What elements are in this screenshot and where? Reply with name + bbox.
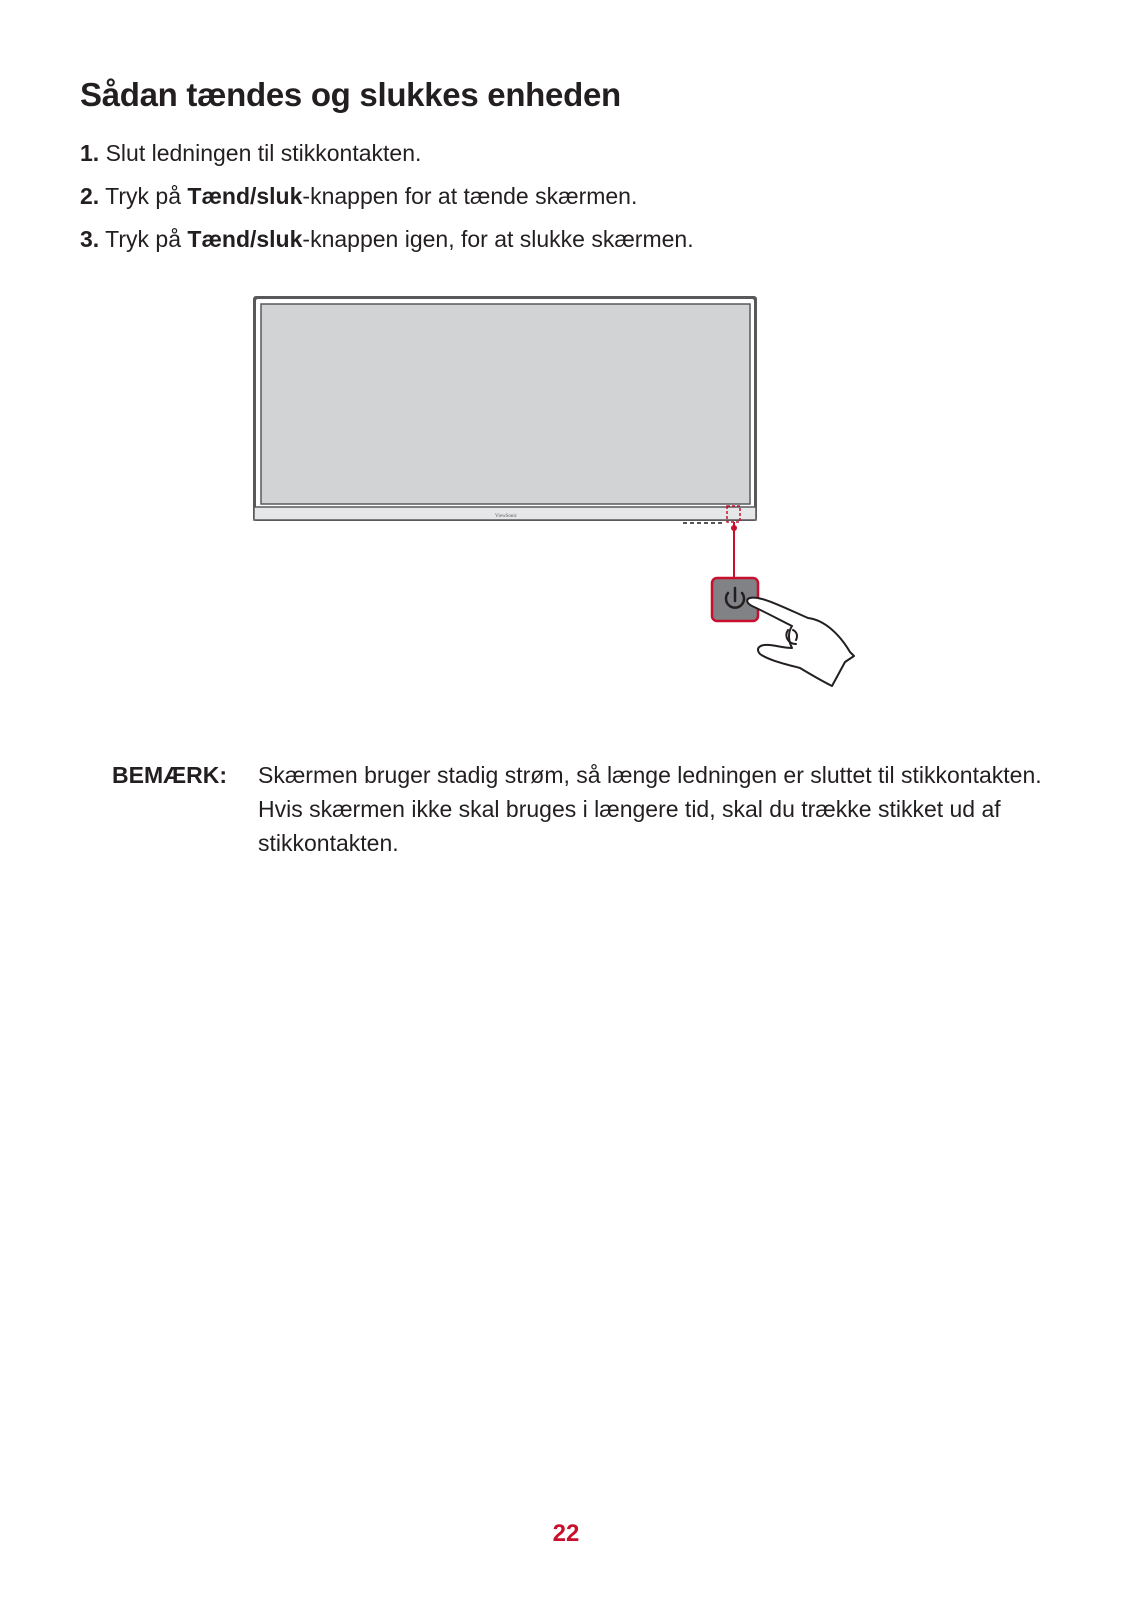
monitor-illustration (240, 290, 880, 710)
step-number: 1. (80, 140, 100, 166)
steps-list (80, 140, 1060, 269)
callout-dot (731, 525, 737, 531)
monitor-icon (253, 296, 757, 523)
step-3 (80, 226, 1060, 253)
note (112, 758, 1072, 860)
step-text-after: -knappen igen, for at slukke skærmen. (302, 226, 694, 252)
page-title: Sådan tændes og slukkes enheden (80, 76, 621, 113)
finger-press-icon (747, 598, 854, 686)
step-text-bold: Tænd/sluk (187, 226, 303, 252)
step-text: Slut ledningen til stikkontakten. (105, 140, 422, 166)
note-text: Skærmen bruger stadig strøm, så længe ledningen er sluttet til stikkontakten. Hvis skærmen ikke skal bruges i længere tid, skal du trække stikket ud af stikkontakten. (258, 762, 1042, 856)
step-2 (80, 183, 1060, 210)
step-text-after: -knappen for at tænde skærmen. (302, 183, 638, 209)
step-text-before: Tryk på (105, 183, 188, 209)
step-text-before: Tryk på (105, 226, 188, 252)
note-label: BEMÆRK: (112, 762, 227, 788)
step-number: 3. (80, 226, 100, 252)
step-1 (80, 140, 1060, 167)
page-number: 22 (552, 1520, 580, 1547)
monitor-brand-label: ViewSonic (495, 514, 517, 519)
step-text-bold: Tænd/sluk (187, 183, 303, 209)
step-number: 2. (80, 183, 100, 209)
